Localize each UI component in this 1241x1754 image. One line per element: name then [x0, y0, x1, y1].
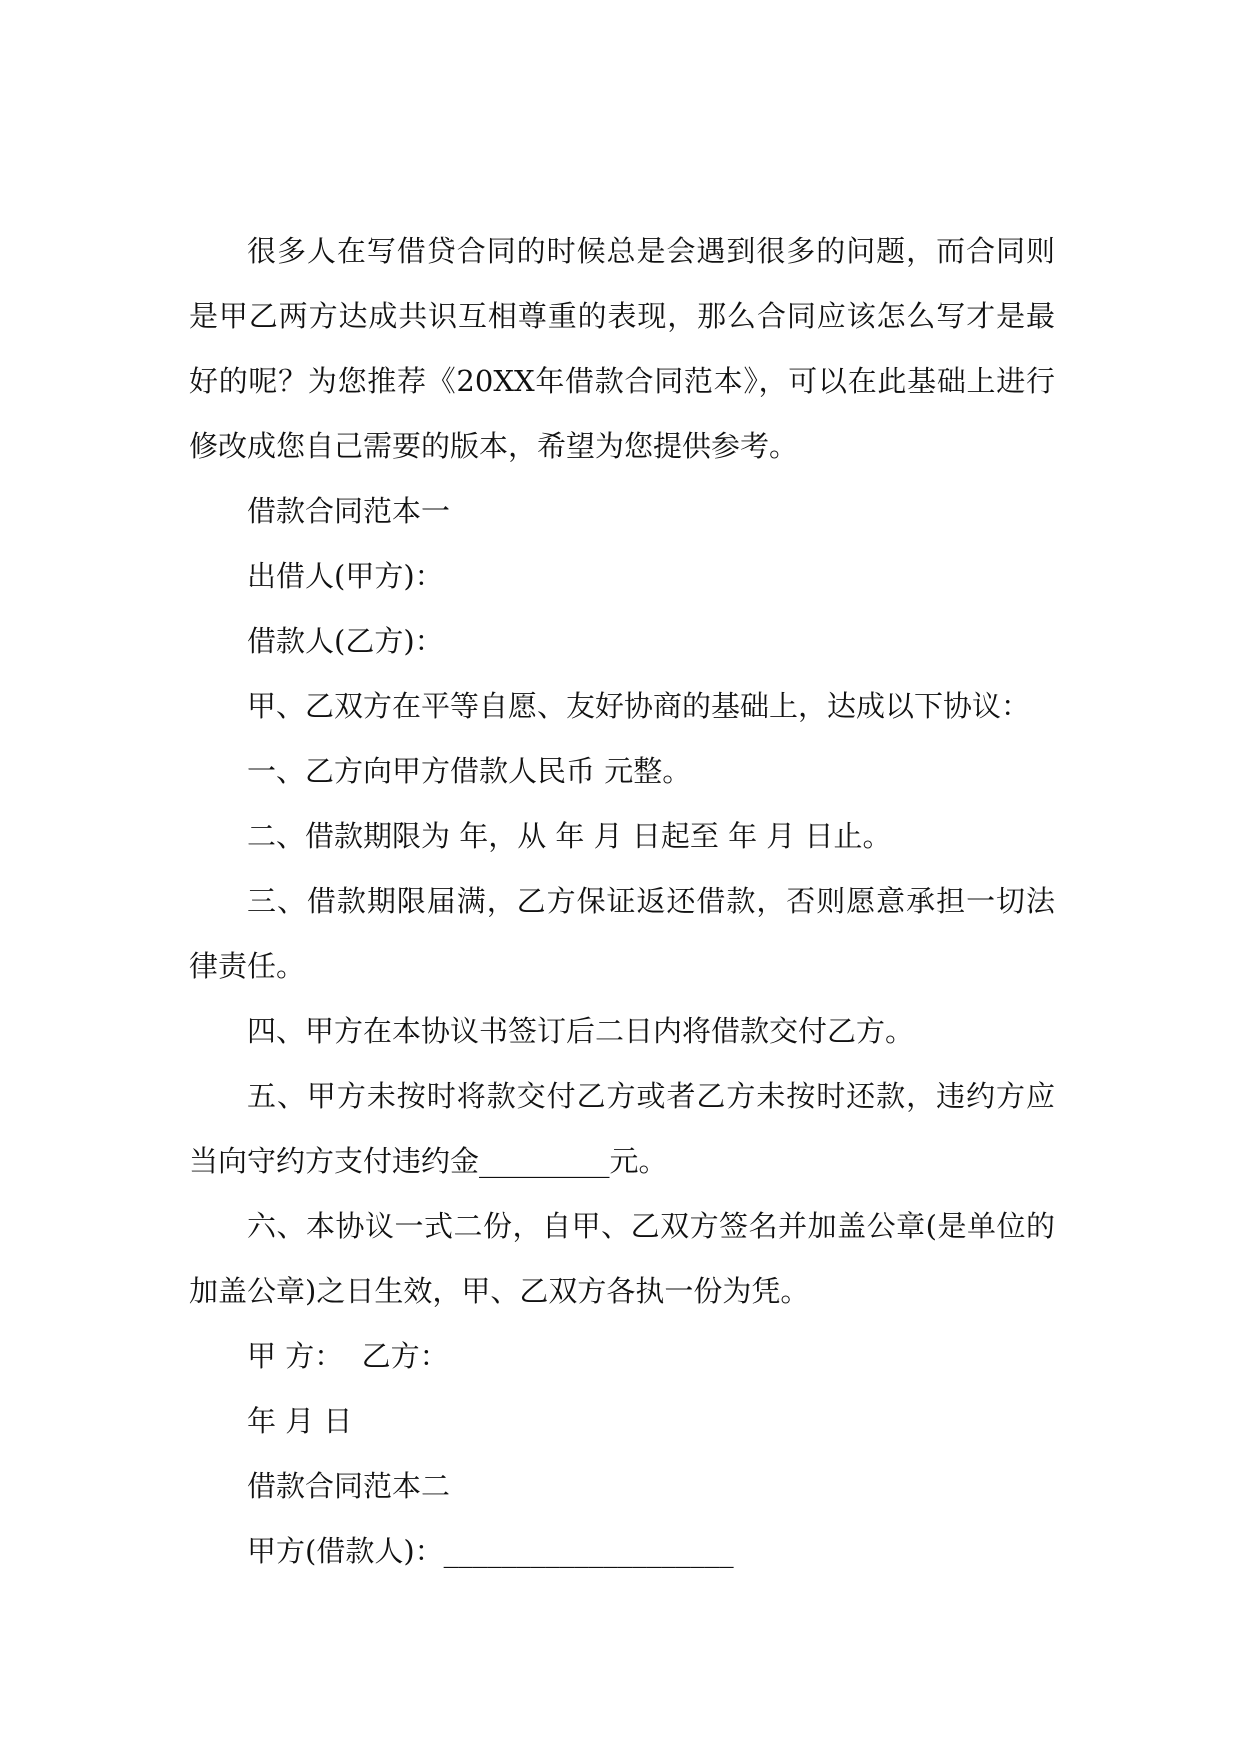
agreement-preamble: 甲、乙双方在平等自愿、友好协商的基础上，达成以下协议： — [247, 689, 1031, 723]
lender-party-line: 出借人(甲方)： — [247, 559, 444, 593]
clause-two: 二、借款期限为 年，从 年 月 日起至 年 月 日止。 — [247, 819, 892, 853]
party-a-borrower-line: 甲方(借款人)：____________________ — [247, 1534, 734, 1568]
clause-one: 一、乙方向甲方借款人民币 元整。 — [247, 754, 692, 788]
intro-paragraph: 很多人在写借贷合同的时候总是会遇到很多的问题，而合同则是甲乙两方达成共识互相尊重的表现，那么合同应该怎么写才是最好的呢？为您推荐《20XX年借款合同范本》，可以在此基础上进行修改成您自己需要的版本，希望为您提供参考。 — [189, 234, 1055, 463]
signature-line: 甲 方： 乙方： — [247, 1339, 449, 1373]
section-title-template-one: 借款合同范本一 — [247, 494, 451, 528]
document-body — [189, 219, 1055, 1584]
clause-four: 四、甲方在本协议书签订后二日内将借款交付乙方。 — [247, 1014, 915, 1048]
clause-five: 五、甲方未按时将款交付乙方或者乙方未按时还款，违约方应当向守约方支付违约金_________元。 — [189, 1079, 1055, 1178]
section-title-template-two: 借款合同范本二 — [247, 1469, 451, 1503]
borrower-party-line: 借款人(乙方)： — [247, 624, 444, 658]
clause-three: 三、借款期限届满，乙方保证返还借款，否则愿意承担一切法律责任。 — [189, 884, 1055, 983]
clause-six: 六、本协议一式二份，自甲、乙双方签名并加盖公章(是单位的加盖公章)之日生效，甲、乙双方各执一份为凭。 — [189, 1209, 1055, 1308]
date-line: 年 月 日 — [247, 1404, 353, 1438]
